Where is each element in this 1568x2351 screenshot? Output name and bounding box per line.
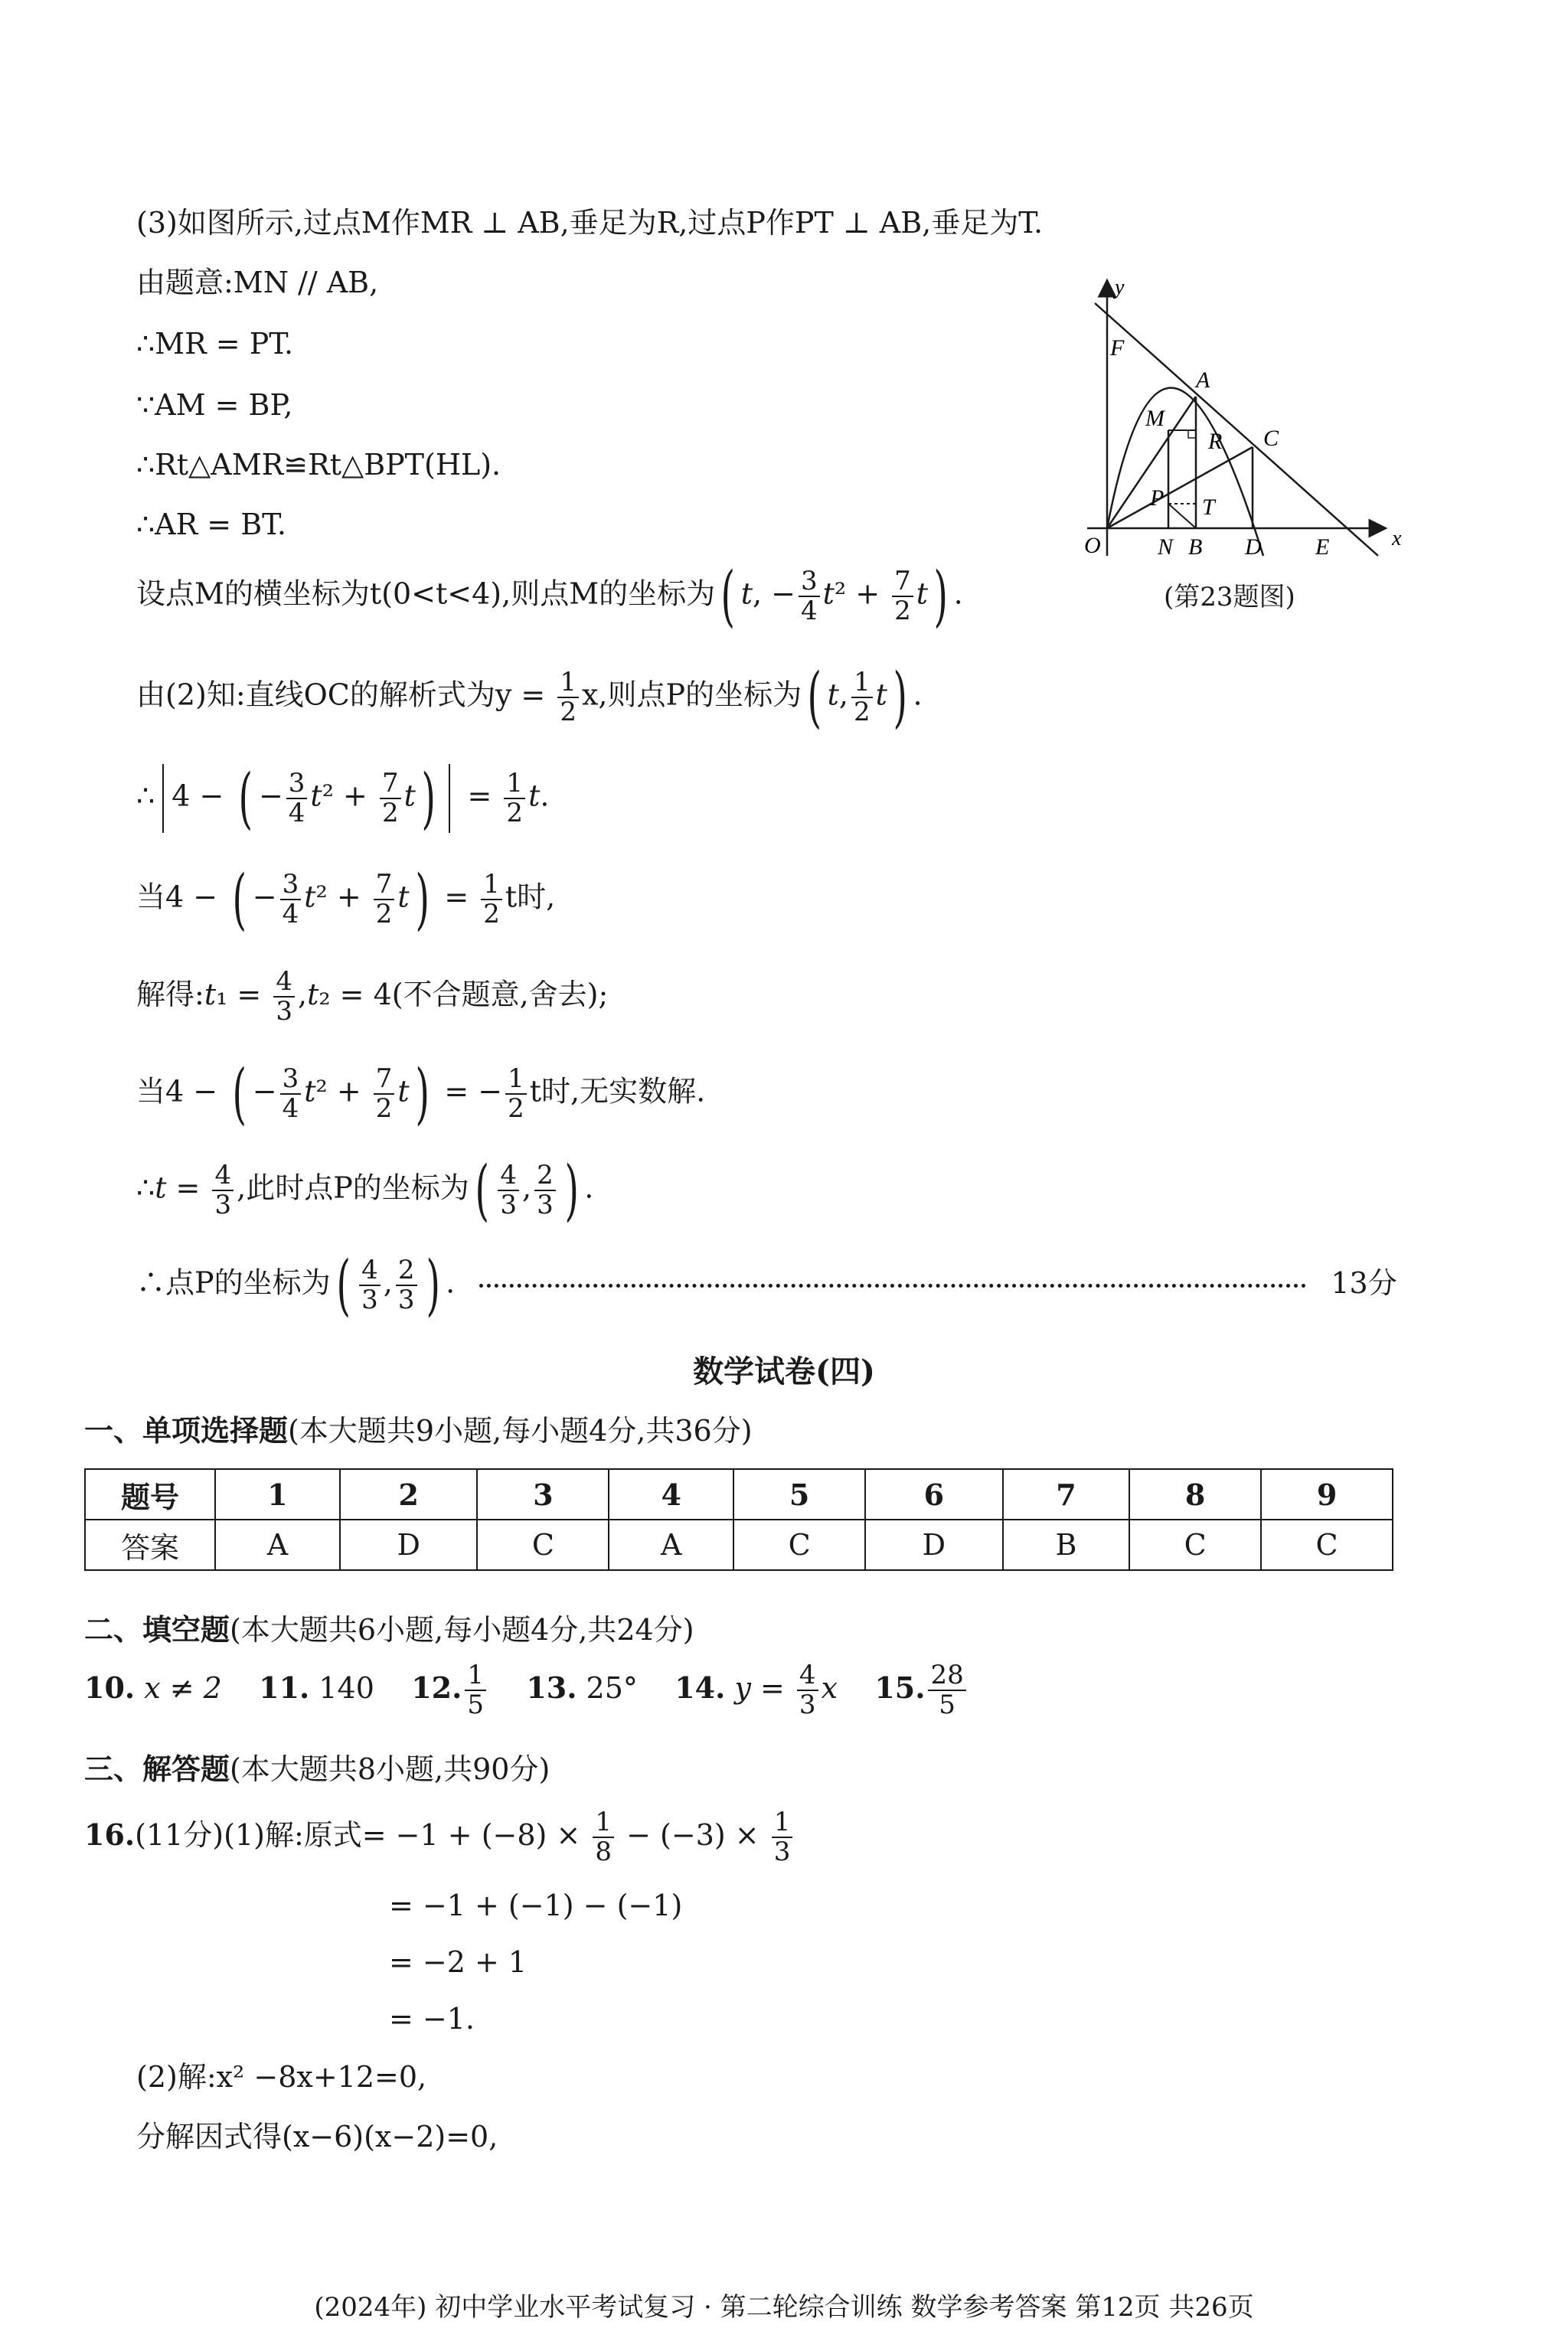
answer-cell: D <box>340 1520 478 1570</box>
section-1-heading: 一、单项选择题(本大题共9小题,每小题4分,共36分) <box>84 1413 753 1448</box>
q16-line4: = −1. <box>389 2002 475 2036</box>
num-cell: 6 <box>865 1469 1003 1520</box>
num-cell: 8 <box>1129 1469 1261 1520</box>
line-fe <box>1095 303 1378 556</box>
q16-line2: = −1 + (−1) − (−1) <box>389 1889 683 1922</box>
part3-line7: 设点M的横坐标为t(0<t<4),则点M的坐标为( t, − $\frac{3}{4}$ t² + $\frac{7}{2}$ t) . <box>136 558 963 635</box>
answer-label: 答案 <box>85 1520 215 1570</box>
part3-line5: ∴Rt△AMR≌Rt△BPT(HL). <box>136 448 501 482</box>
header-label: 题号 <box>85 1469 215 1520</box>
section-3-heading: 三、解答题(本大题共8小题,共90分) <box>84 1752 550 1786</box>
num-cell: 2 <box>340 1469 478 1520</box>
table-row <box>85 1520 1393 1570</box>
answer-cell: C <box>1129 1520 1261 1570</box>
label-e: E <box>1315 534 1330 560</box>
label-o: O <box>1084 533 1101 558</box>
part3-line13: ∴t = $\frac{4}{3}$ ,此时点P的坐标为( $\frac{4}{3}$ , $\frac{2}{3}$ ) . <box>136 1152 594 1229</box>
part3-line4: ∵AM = BP, <box>136 388 293 422</box>
part3-line12: 当4 − ( − $\frac{3}{4}$ t² + $\frac{7}{2}$ t) = − $\frac{1}{2}$ t时,无实数解. <box>136 1056 706 1132</box>
part3-line6: ∴AR = BT. <box>136 508 286 541</box>
line-oc <box>1107 447 1253 528</box>
q16-line5: (2)解:x² −8x+12=0, <box>136 2060 427 2094</box>
page-footer: (2024年) 初中学业水平考试复习 · 第二轮综合训练 数学参考答案 第12页 共26页 <box>314 2292 1254 2323</box>
part3-line3: ∴MR = PT. <box>136 327 294 361</box>
label-r: R <box>1208 429 1223 454</box>
score-leader <box>479 1284 1306 1288</box>
answer-table <box>84 1468 1393 1571</box>
right-angle-mark <box>1188 430 1196 438</box>
label-x: x <box>1392 527 1402 550</box>
table-row <box>85 1469 1393 1520</box>
q16-line3: = −2 + 1 <box>389 1945 528 1979</box>
num-cell: 5 <box>733 1469 865 1520</box>
part3-line2: 由题意:MN // AB, <box>136 266 379 299</box>
figure-caption: (第23题图) <box>1164 582 1295 612</box>
answer-cell: C <box>733 1520 865 1570</box>
answer-cell: B <box>1003 1520 1130 1570</box>
label-b: B <box>1188 534 1203 560</box>
num-cell: 9 <box>1261 1469 1393 1520</box>
part3-line8: 由(2)知:直线OC的解析式为y = $\frac{1}{2}$ x,则点P的坐标为( t, $\frac{1}{2}$ t) . <box>136 659 923 736</box>
label-n: N <box>1158 534 1174 560</box>
label-p: P <box>1150 485 1165 511</box>
label-c: C <box>1263 426 1279 451</box>
answer-cell: C <box>1261 1520 1393 1570</box>
part3-line10: 当4 − ( − $\frac{3}{4}$ t² + $\frac{7}{2}$ t) = $\frac{1}{2}$ t时, <box>136 861 556 938</box>
figure-23 <box>1072 273 1409 571</box>
num-cell: 4 <box>609 1469 733 1520</box>
part3-line9: ∴ 4 − ( − $\frac{3}{4}$ t² + $\frac{7}{2}$ t) = $\frac{1}{2}$ t. <box>136 760 550 837</box>
label-d: D <box>1245 534 1262 560</box>
label-m: M <box>1145 406 1165 431</box>
label-t: T <box>1202 495 1215 520</box>
part3-line1: (3)如图所示,过点M作MR ⊥ AB,垂足为R,过点P作PT ⊥ AB,垂足为T. <box>136 206 1044 240</box>
num-cell: 3 <box>477 1469 609 1520</box>
part3-line11: 解得:t₁ = $\frac{4}{3}$ ,t₂ = 4(不合题意,舍去); <box>136 966 609 1027</box>
label-y: y <box>1115 276 1125 299</box>
line-pb <box>1168 504 1196 528</box>
q16-line1: 16.(11分)(1)解:原式= −1 + (−8) × $\frac{1}{8}$ − (−3) × $\frac{1}{3}$ <box>84 1808 795 1867</box>
num-cell: 1 <box>215 1469 340 1520</box>
q16-line6: 分解因式得(x−6)(x−2)=0, <box>136 2120 498 2153</box>
label-f: F <box>1110 335 1125 361</box>
answer-cell: A <box>215 1520 340 1570</box>
answer-cell: D <box>865 1520 1003 1570</box>
part3-line14: ∴点P的坐标为( $\frac{4}{3}$ , $\frac{2}{3}$ ) . 13分 <box>136 1247 1397 1324</box>
fill-answers: 10. x ≠ 2 11. 140 12. $\frac{1}{5}$ 13. 25° 14. y = $\frac{4}{3}$ x 15. $\frac{28}{5}$ <box>84 1661 969 1720</box>
num-cell: 7 <box>1003 1469 1130 1520</box>
score: 13分 <box>1331 1265 1397 1300</box>
label-a: A <box>1196 367 1210 393</box>
section-2-heading: 二、填空题(本大题共6小题,每小题4分,共24分) <box>84 1612 694 1647</box>
answer-cell: A <box>609 1520 733 1570</box>
answer-cell: C <box>477 1520 609 1570</box>
exam-title: 数学试卷(四) <box>693 1353 875 1389</box>
